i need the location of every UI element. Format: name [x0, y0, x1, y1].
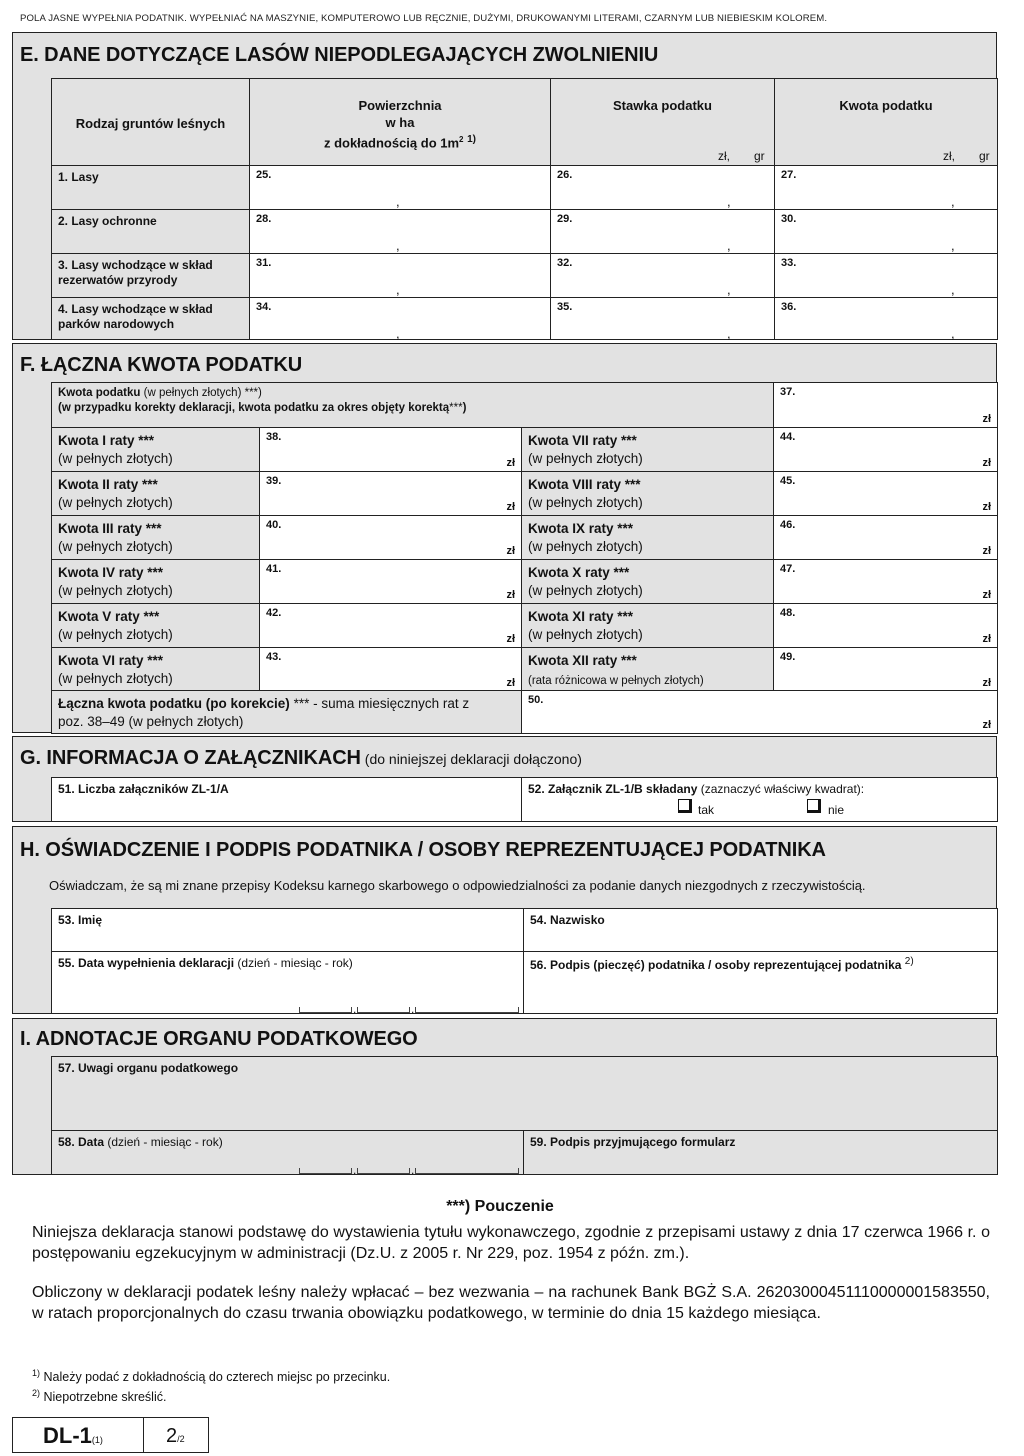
- form-id-box: [12, 1417, 144, 1453]
- page-number-box: [143, 1417, 209, 1453]
- field-26[interactable]: 26. ,: [550, 165, 775, 210]
- rate-label: Kwota I raty *** (w pełnych złotych): [51, 427, 260, 472]
- field-25[interactable]: 25. ,: [249, 165, 551, 210]
- date-month-box: [357, 1007, 410, 1013]
- sum-label: Łączna kwota podatku (po korekcie) *** - suma miesięcznych rat z poz. 38–49 (w pełnych złotych): [51, 690, 522, 734]
- field-31[interactable]: 31. ,: [249, 253, 551, 298]
- field-59-podpis: 59. Podpis przyjmującego formularz: [523, 1130, 998, 1175]
- page-num: 2: [166, 1425, 178, 1447]
- col-header-rate: Stawka podatku zł, gr: [550, 78, 775, 166]
- field-52: 52. Załącznik ZL-1/B składany (zaznaczyć właściwy kwadrat): tak nie: [521, 777, 998, 822]
- field-29[interactable]: 29. ,: [550, 209, 775, 254]
- field-54-nazwisko[interactable]: 54. Nazwisko: [523, 908, 998, 952]
- form-code: DL-1: [43, 1423, 92, 1448]
- field-32[interactable]: 32. ,: [550, 253, 775, 298]
- pouczenie-p2: Obliczony w deklaracji podatek leśny należy wpłacać – bez wezwania – na rachunek Bank BGŻ S.A. 26203000451110000001583550, w ratach proporcjonalnych do czasu trwania obowiązku podatkowego, w terminie do dnia 15 każdego miesiąca.: [32, 1284, 990, 1322]
- section-g-title: G. INFORMACJA O ZAŁĄCZNIKACH (do niniejszej deklaracji dołączono): [20, 747, 582, 769]
- rate-label: Kwota II raty *** (w pełnych złotych): [51, 471, 260, 516]
- date-year-box: [415, 1007, 519, 1013]
- row-rezerwaty-label: 3. Lasy wchodzące w skład rezerwatów przyrody: [51, 253, 250, 298]
- field-57-uwagi: 57. Uwagi organu podatkowego: [51, 1056, 998, 1131]
- field-53-imie[interactable]: 53. Imię: [51, 908, 524, 952]
- section-h: [12, 826, 997, 1014]
- field-55-data[interactable]: 55. Data wypełnienia deklaracji (dzień - miesiąc - rok) . .: [51, 951, 524, 1014]
- rate-label: Kwota V raty *** (w pełnych złotych): [51, 603, 260, 648]
- rate-label: Kwota VI raty *** (w pełnych złotych): [51, 647, 260, 692]
- field-33[interactable]: 33. ,: [774, 253, 998, 298]
- row-parki-label: 4. Lasy wchodzące w skład parków narodowych: [51, 297, 250, 340]
- rate-label: Kwota III raty *** (w pełnych złotych): [51, 515, 260, 560]
- rate-label: Kwota X raty *** (w pełnych złotych): [521, 559, 774, 604]
- field-37[interactable]: 37. zł: [773, 382, 998, 428]
- statement: Oświadczam, że są mi znane przepisy Kodeksu karnego skarbowego o odpowiedzialności za podanie danych niezgodnych z rzeczywistością.: [49, 878, 866, 893]
- rate-label: Kwota VIII raty *** (w pełnych złotych): [521, 471, 774, 516]
- date-day-box: [299, 1007, 352, 1013]
- field-51[interactable]: 51. Liczba załączników ZL-1/A: [51, 777, 522, 822]
- total-label: Kwota podatku (w pełnych złotych) ***) (w przypadku korekty deklaracji, kwota podatku za okres objęty korektą***): [51, 382, 774, 428]
- rate-label: Kwota XII raty *** (rata różnicowa w pełnych złotych): [521, 647, 774, 692]
- section-f: [12, 343, 997, 733]
- rate-field[interactable]: 39. zł: [259, 471, 522, 516]
- rate-field[interactable]: 49. zł: [773, 647, 998, 692]
- rate-field[interactable]: 46. zł: [773, 515, 998, 560]
- rate-field[interactable]: 44. zł: [773, 427, 998, 472]
- section-e-title: E. DANE DOTYCZĄCE LASÓW NIEPODLEGAJĄCYCH ZWOLNIENIU: [20, 44, 659, 66]
- section-h-title: H. OŚWIADCZENIE I PODPIS PODATNIKA / OSOBY REPREZENTUJĄCEJ PODATNIKA: [20, 839, 826, 861]
- checkbox-tak[interactable]: [678, 799, 692, 813]
- field-56-podpis[interactable]: 56. Podpis (pieczęć) podatnika / osoby reprezentującej podatnika $^{2)}$: [523, 951, 998, 1014]
- section-g: [12, 736, 997, 822]
- section-i-title: I. ADNOTACJE ORGANU PODATKOWEGO: [20, 1028, 418, 1050]
- rate-field[interactable]: 42. zł: [259, 603, 522, 648]
- section-i: [12, 1018, 997, 1175]
- footnote-2: $^{2)}$ Niepotrzebne skreślić.: [32, 1388, 167, 1405]
- rate-label: Kwota IX raty *** (w pełnych złotych): [521, 515, 774, 560]
- page-total: /2: [177, 1434, 185, 1444]
- pouczenie-p1: Niniejsza deklaracja stanowi podstawę do wystawienia tytułu wykonawczego, zgodnie z przepisami ustawy z dnia 17 czerwca 1966 r. o postępowaniu egzekucyjnym w administracji (Dz.U. z 2005 r. Nr 229, poz. 1954 z późn. zm.).: [32, 1224, 990, 1262]
- header-note: POLA JASNE WYPEŁNIA PODATNIK. WYPEŁNIAĆ NA MASZYNIE, KOMPUTEROWO LUB RĘCZNIE, DUŻYMI, DRUKOWANYMI LITERAMI, CZARNYM LUB NIEBIESKIM KOLOREM.: [20, 13, 828, 24]
- field-27[interactable]: 27. ,: [774, 165, 998, 210]
- field-36[interactable]: 36. ,: [774, 297, 998, 340]
- section-e: [12, 32, 997, 340]
- row-lasy-label: 1. Lasy: [51, 165, 250, 210]
- footnote-1: $^{1)}$ Należy podać z dokładnością do czterech miejsc po przecinku.: [32, 1368, 391, 1385]
- col-header-type: Rodzaj gruntów leśnych: [51, 78, 250, 166]
- row-lasy-ochronne-label: 2. Lasy ochronne: [51, 209, 250, 254]
- form-version: (1): [91, 1435, 103, 1445]
- rate-field[interactable]: 43. zł: [259, 647, 522, 692]
- checkbox-nie[interactable]: [807, 799, 821, 813]
- field-34[interactable]: 34. ,: [249, 297, 551, 340]
- rate-field[interactable]: 40. zł: [259, 515, 522, 560]
- section-f-title: F. ŁĄCZNA KWOTA PODATKU: [20, 354, 303, 376]
- field-35[interactable]: 35. ,: [550, 297, 775, 340]
- rate-field[interactable]: 48. zł: [773, 603, 998, 648]
- rate-field[interactable]: 38. zł: [259, 427, 522, 472]
- field-50[interactable]: 50. zł: [521, 690, 998, 734]
- rate-field[interactable]: 47. zł: [773, 559, 998, 604]
- field-58-data: 58. Data (dzień - miesiąc - rok) . .: [51, 1130, 524, 1175]
- field-28[interactable]: 28. ,: [249, 209, 551, 254]
- rate-field[interactable]: 41. zł: [259, 559, 522, 604]
- pouczenie-title: ***) Pouczenie: [446, 1198, 554, 1215]
- rate-label: Kwota IV raty *** (w pełnych złotych): [51, 559, 260, 604]
- checkbox-tak-label: tak: [698, 803, 715, 817]
- col-header-amount: Kwota podatku zł, gr: [774, 78, 998, 166]
- rate-label: Kwota VII raty *** (w pełnych złotych): [521, 427, 774, 472]
- col-header-area: Powierzchnia w ha z dokładnością do $1m^2$ $^{1)}$: [249, 78, 551, 166]
- checkbox-nie-label: nie: [828, 803, 845, 817]
- rate-field[interactable]: 45. zł: [773, 471, 998, 516]
- rate-label: Kwota XI raty *** (w pełnych złotych): [521, 603, 774, 648]
- field-30[interactable]: 30. ,: [774, 209, 998, 254]
